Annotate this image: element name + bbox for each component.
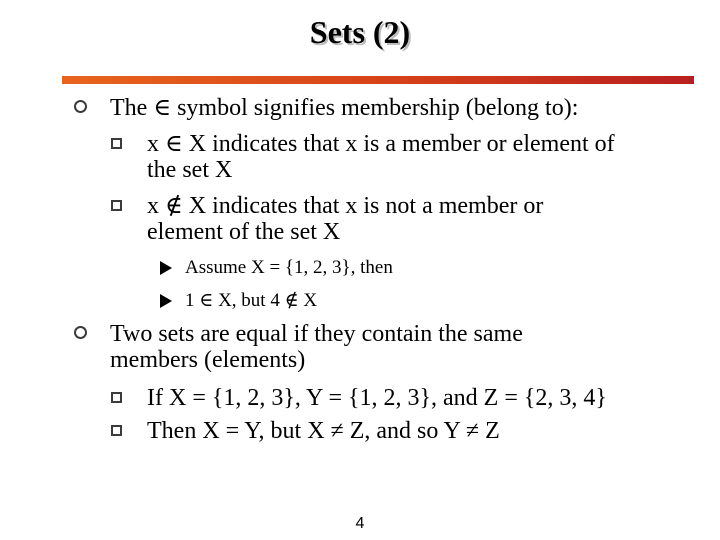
sub-bullet-equality: Then X = Y, but X ≠ Z, and so Y ≠ Z [147, 418, 500, 444]
bullet-equal-line1: Two sets are equal if they contain the same [110, 321, 523, 347]
square-bullet-icon [111, 138, 122, 149]
slide-title: Sets (2) [309, 14, 411, 50]
arrow-bullet-icon [160, 294, 172, 308]
arrow-bullet-icon [160, 261, 172, 275]
sub-bullet-nonmember-line1: x ∉ X indicates that x is not a member or [147, 193, 544, 219]
square-bullet-icon [111, 425, 122, 436]
tertiary-assume: Assume X = {1, 2, 3}, then [185, 257, 393, 278]
title-divider [62, 76, 694, 84]
square-bullet-icon [111, 200, 122, 211]
bullet-membership: The ∈ symbol signifies membership (belong to): [110, 95, 579, 121]
sub-bullet-sets-example: If X = {1, 2, 3}, Y = {1, 2, 3}, and Z = {2, 3, 4} [147, 385, 607, 411]
round-bullet-icon [74, 100, 87, 113]
round-bullet-icon [74, 326, 87, 339]
page-number: 4 [355, 515, 365, 532]
bullet-equal-line2: members (elements) [110, 347, 306, 373]
square-bullet-icon [111, 392, 122, 403]
tertiary-example: 1 ∈ X, but 4 ∉ X [185, 290, 318, 311]
sub-bullet-member-line2: the set X [147, 157, 233, 183]
sub-bullet-nonmember-line2: element of the set X [147, 219, 341, 245]
sub-bullet-member-line1: x ∈ X indicates that x is a member or element of [147, 131, 615, 157]
